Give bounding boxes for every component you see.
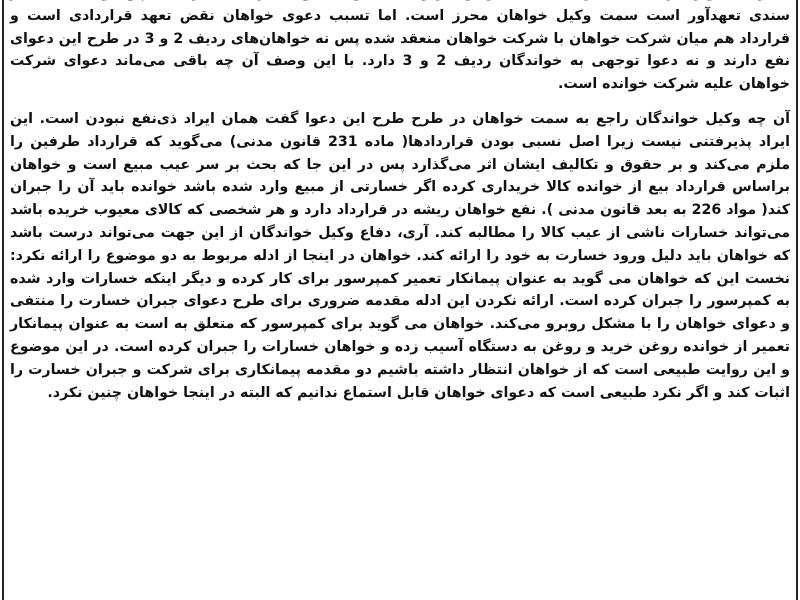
document-body xyxy=(10,0,790,416)
page-border-right xyxy=(796,0,798,600)
paragraph-1: سندی تعهدآور است سمت وکیل خواهان محرز است. اما تسبب دعوی خواهان نقض تعهد قراردادی است و قرارداد هم میان شرکت خواهان با شرکت خواهان منعقد شده پس نه خواهان‌های ردیف 2 و 3 در طرح این دعوای نفع دارند و نه دعوا توجهی به خواندگان ردیف 2 و 3 دارد. با این وصف آن چه باقی می‌ماند دعوای شرکت خواهان علیه شرکت خوانده است. xyxy=(10,7,791,93)
page-border-left xyxy=(2,0,4,600)
paragraph-2: آن چه وکیل خواندگان راجع به سمت خواهان در طرح طرح این دعوا گفت همان ایراد ذی‌نفع نبودن است. این ایراد پذیرفتنی نیست زیرا اصل نسبی بودن قراردادها( ماده 231 قانون مدنی) می‌گوید که قرارداد طرفین را ملزم می‌کند و بر حقوق و تکالیف ایشان اثر می‌گذارد پس در این جا که بحث بر سر عیب مبیع است و خواهان براساس قرارداد بیع از خوانده کالا خریداری کرده اگر خسارتی از مبیع وارد شده باشد خوانده باید آن را جبران کند( مواد 226 به بعد قانون مدنی ). نفع خواهان ریشه در قرارداد دارد و هر شخصی که کالای معیوب خریده باشد می‌تواند خسارات ناشی از عیب کالا را مطالبه کند. آری، دفاع وکیل خواندگان از این جهت می‌تواند درست باشد که خواهان باید دلیل ورود خسارت به خود را ارائه کند. خواهان در اینجا از ادله مربوط به دو موضوع را ارائه نکرد: نخست این که خواهان می گوید به عنوان پیمانکار تعمیر کمپرسور برای کار کرده و دیگر اینکه خسارات وارد شده به کمپرسور را جبران کرده است. ارائه نکردن این ادله مقدمه ضروری برای طرح دعوای جبران خسارت را منتفی و دعوای خواهان را با مشکل روبرو می‌کند. خواهان می گوید برای کمپرسور که متعلق به است به عنوان پیمانکار تعمیر از خوانده روغن خرید و روغن به دستگاه آسیب زده و خواهان خسارات را جبران کرده است. در این موضوع و این روایت طبیعی است که از خواهان انتظار داشته باشیم دو مقدمه پیمانکاری برای شرکت و جبران خسارت را اثبات کند و اگر نکرد طبیعی است که دعوای خواهان قابل استماع ندانیم که البته در اینجا خواهان چنین نکرد. xyxy=(10,110,790,401)
